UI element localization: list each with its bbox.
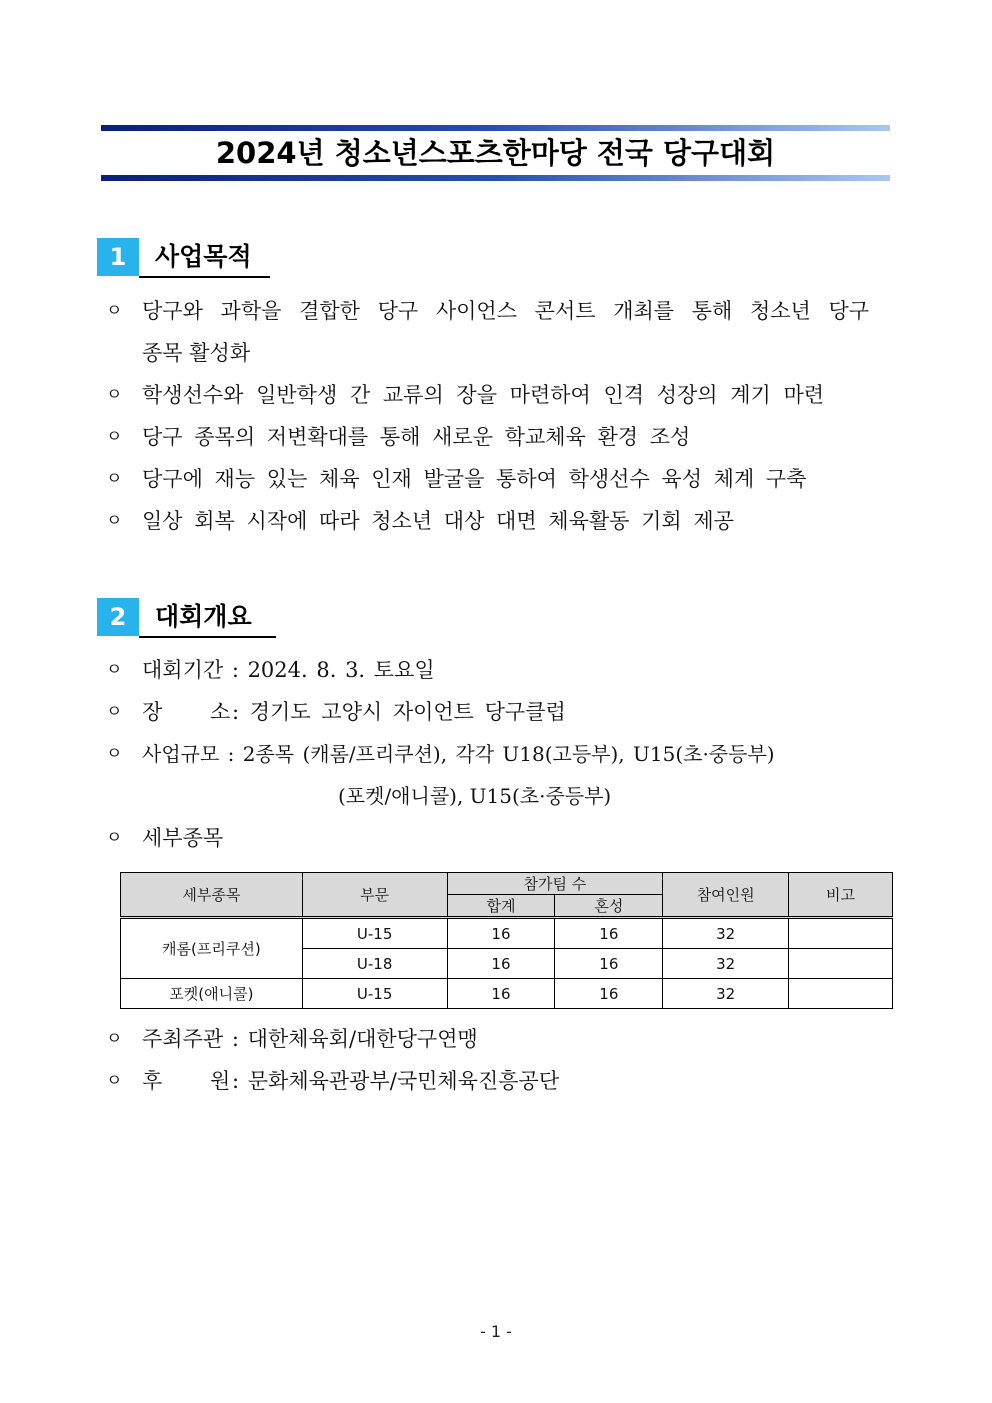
purpose-item-1-continuation: 종목 활성화 (142, 341, 251, 365)
purpose-item-5-text: 일상 회복 시작에 따라 청소년 대상 대면 체육활동 기회 제공 (142, 509, 734, 533)
header-division: 부문 (302, 873, 447, 918)
bullet-mark: ㅇ (106, 1071, 123, 1091)
cell-note (789, 949, 893, 979)
bullet-mark: ㅇ (106, 301, 123, 321)
header-teams: 참가팀 수 (447, 873, 663, 895)
overview-venue-label2: 소 (210, 700, 231, 724)
overview-sponsor-label2: 원 (210, 1069, 231, 1093)
overview-detail-label: 세부종목 (142, 826, 224, 850)
section-2-title: 대회개요 (155, 602, 252, 631)
cell-mixed: 16 (555, 918, 663, 949)
cell-total: 16 (447, 979, 555, 1009)
bullet-mark: ㅇ (106, 828, 123, 848)
section-2-number: 2 (97, 598, 139, 636)
cell-event: 포켓(애니콜) (121, 979, 303, 1009)
bullet-mark: ㅇ (106, 385, 123, 405)
section-1-underline (139, 276, 270, 278)
purpose-item-3-text: 당구 종목의 저변확대를 통해 새로운 학교체육 환경 조성 (142, 425, 691, 449)
cell-note (789, 979, 893, 1009)
bullet-mark: ㅇ (106, 427, 123, 447)
cell-total: 16 (447, 918, 555, 949)
cell-participants: 32 (663, 979, 789, 1009)
bullet-mark: ㅇ (106, 1029, 123, 1049)
cell-division: U-15 (302, 979, 447, 1009)
section-1-header (97, 238, 277, 278)
cell-mixed: 16 (555, 949, 663, 979)
cell-division: U-15 (302, 918, 447, 949)
bullet-mark: ㅇ (106, 469, 123, 489)
bullet-mark: ㅇ (106, 511, 123, 531)
bullet-mark: ㅇ (106, 744, 123, 764)
header-total: 합계 (447, 895, 555, 918)
overview-venue-label: 장 (142, 700, 163, 724)
purpose-item-4-text: 당구에 재능 있는 체육 인재 발굴을 통하여 학생선수 육성 체계 구축 (142, 467, 807, 491)
section-1-title: 사업목적 (155, 242, 252, 271)
event-table (120, 872, 893, 1009)
header-mixed: 혼성 (555, 895, 663, 918)
cell-participants: 32 (663, 949, 789, 979)
page-number: - 1 - (480, 1322, 512, 1341)
overview-sponsor-label: 후 (142, 1069, 163, 1093)
cell-note (789, 918, 893, 949)
title-bottom-rule (101, 175, 890, 181)
table-row (121, 979, 893, 1009)
cell-event: 캐롬(프리쿠션) (121, 918, 303, 979)
cell-total: 16 (447, 949, 555, 979)
overview-scale-text: 사업규모 : 2종목 (캐롬/프리쿠션), 각각 U18(고등부), U15(초·중등부) (142, 742, 775, 766)
cell-division: U-18 (302, 949, 447, 979)
title-top-rule (101, 125, 890, 131)
overview-venue-value: : 경기도 고양시 자이언트 당구클럽 (232, 700, 566, 724)
overview-sponsor-value: : 문화체육관광부/국민체육진흥공단 (232, 1069, 560, 1093)
section-2-underline (139, 636, 276, 638)
overview-period-text: 대회기간 : 2024. 8. 3. 토요일 (142, 658, 435, 682)
header-note: 비고 (789, 873, 893, 918)
header-event: 세부종목 (121, 873, 303, 918)
overview-organizer-text: 주최주관 : 대한체육회/대한당구연맹 (142, 1027, 478, 1051)
bullet-mark: ㅇ (106, 702, 123, 722)
section-1-number: 1 (97, 238, 139, 276)
bullet-mark: ㅇ (106, 660, 123, 680)
cell-mixed: 16 (555, 979, 663, 1009)
page-title: 2024년 청소년스포츠한마당 전국 당구대회 (215, 136, 776, 170)
section-2-header (97, 598, 287, 638)
header-participants: 참여인원 (663, 873, 789, 918)
purpose-item-1-text: 당구와 과학을 결합한 당구 사이언스 콘서트 개최를 통해 청소년 당구 (142, 299, 870, 323)
purpose-item-2-text: 학생선수와 일반학생 간 교류의 장을 마련하여 인격 성장의 계기 마련 (142, 383, 825, 407)
overview-scale-continuation: (포켓/애니콜), U15(초·중등부) (338, 784, 612, 808)
table-row (121, 918, 893, 949)
cell-participants: 32 (663, 918, 789, 949)
